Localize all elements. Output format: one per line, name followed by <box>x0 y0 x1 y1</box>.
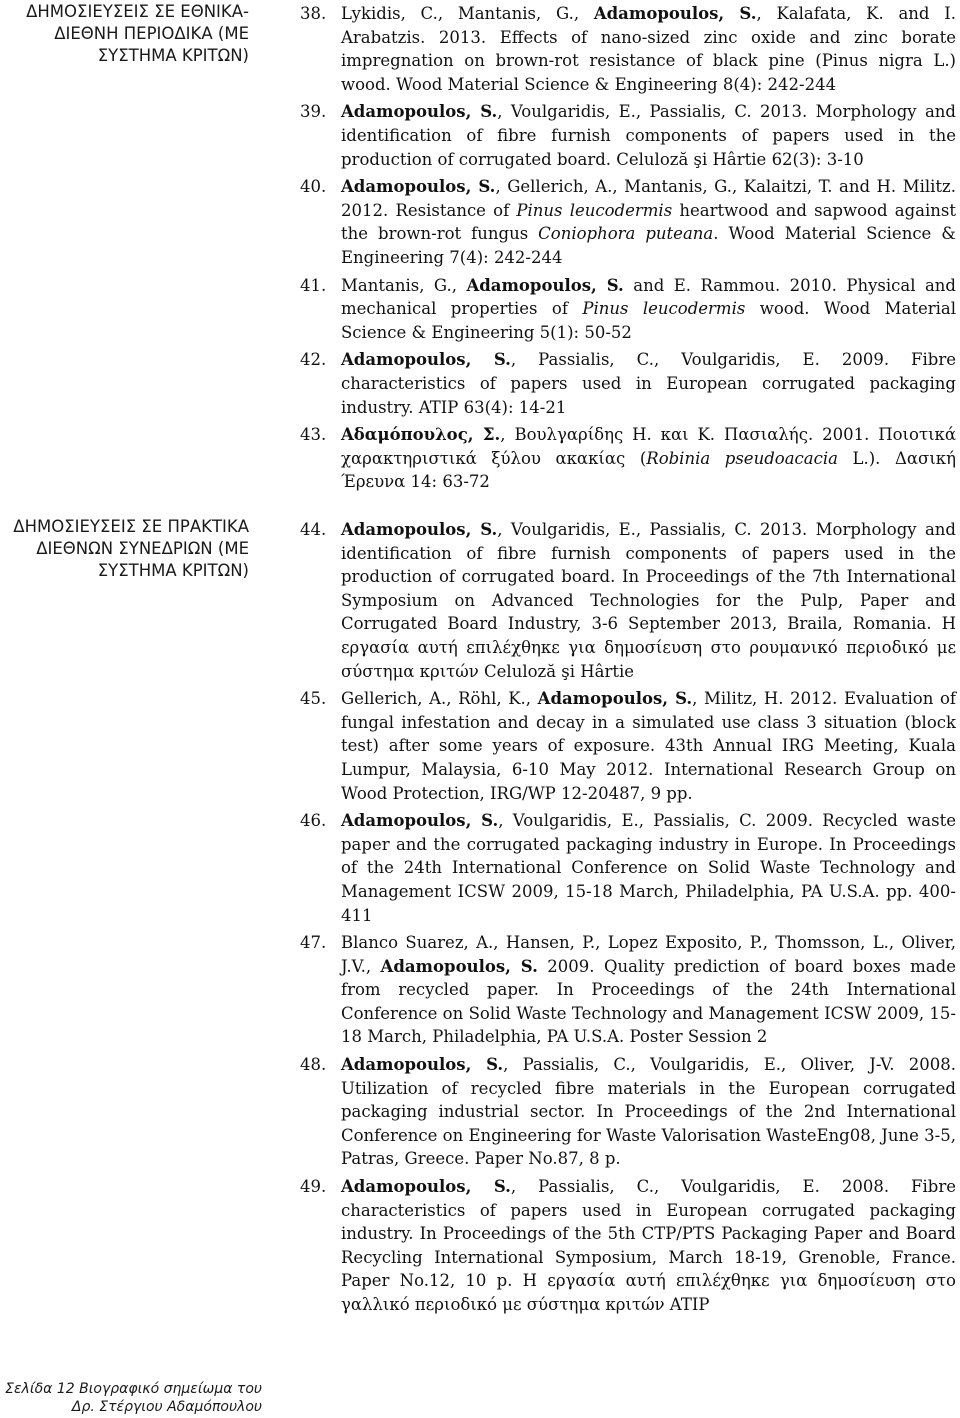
citation-text: Gellerich, A., Röhl, K., <box>341 689 538 709</box>
publication-number: 42. <box>300 350 327 370</box>
section-heading-conferences: ΔΗΜΟΣΙΕΥΣΕΙΣ ΣΕ ΠΡΑΚΤΙΚΑ ΔΙΕΘΝΩΝ ΣΥΝΕΔΡΙΩΝ (ΜΕ ΣΥΣΤΗΜΑ ΚΡΙΤΩΝ) <box>13 517 249 580</box>
citation-text: Blanco Suarez, A., Hansen, P., Lopez Exposito, P., Thomsson, L., Oliver, J.V., <box>341 933 956 976</box>
publication-number: 39. <box>300 102 327 122</box>
citation-species-name: Pinus leucodermis <box>516 200 673 220</box>
citation-text: , Gellerich, A., Mantanis, G., Kalaitzi, T. and H. Militz. 2012. Resistance of <box>341 177 956 220</box>
footer-page-label: Σελίδα 12 Βιογραφικό σημείωμα του <box>5 1381 262 1397</box>
publication-item <box>300 809 956 927</box>
citation-text: 2009. Quality prediction of board boxes made from recycled paper. In Proceedings of the 24th International Conference on Solid Waste Technology and Management ICSW 2009, 15-18 March, Philadelphia, PA U.S.A. Poster Session 2 <box>341 956 956 1047</box>
publication-item <box>300 348 956 419</box>
publication-item <box>300 2 956 96</box>
publication-citation <box>341 931 956 1049</box>
citation-text: , Voulgaridis, E., Passialis, C. 2009. Recycled waste paper and the corrugated packaging industry in Europe. In Proceedings of the 24th International Conference on Solid Waste Technology and Management ICSW 2009, 15-18 March, Philadelphia, PA U.S.A. pp. 400-411 <box>341 811 956 925</box>
citation-author-highlight: Adamopoulos, S. <box>593 4 757 23</box>
citation-author-highlight: Adamopoulos, S. <box>341 350 511 370</box>
publication-item <box>300 931 956 1049</box>
citation-author-highlight: Adamopoulos, S. <box>341 1177 511 1197</box>
publication-citation <box>341 423 956 494</box>
citation-author-highlight: Adamopoulos, S. <box>466 275 624 295</box>
publication-number: 44. <box>300 520 327 539</box>
citation-species-name: Pinus leucodermis <box>582 299 746 319</box>
publication-item <box>300 100 956 171</box>
publication-list-journals <box>300 2 956 498</box>
publication-number: 45. <box>300 689 327 709</box>
citation-text: Lykidis, C., Mantanis, G., <box>341 4 594 23</box>
citation-author-highlight: Adamopoulos, S. <box>341 1055 504 1075</box>
publication-number: 40. <box>300 177 327 197</box>
citation-author-highlight: Adamopoulos, S. <box>380 956 538 976</box>
publication-number: 47. <box>300 933 327 953</box>
publication-number: 43. <box>300 425 327 445</box>
citation-author-highlight: Adamopoulos, S. <box>537 689 693 709</box>
publication-number: 46. <box>300 811 327 831</box>
publication-citation <box>341 809 956 927</box>
publication-citation <box>341 2 956 96</box>
publication-number: 48. <box>300 1055 327 1075</box>
citation-text: , Voulgaridis, E., Passialis, C. 2013. Morphology and identification of fibre furnish components of papers used in the production of corrugated board. Celuloză şi Hârtie 62(3): 3-10 <box>341 102 956 169</box>
citation-text: , Passialis, C., Voulgaridis, E., Oliver, J-V. 2008. Utilization of recycled fibre materials in the European corrugated packaging industrial sector. In Proceedings of the 2nd International Conference on Engineering for Waste Valorisation WasteEng08, June 3-5, Patras, Greece. Paper No.87, 8 p. <box>341 1055 956 1169</box>
publication-citation <box>341 1175 956 1317</box>
publication-citation <box>341 348 956 419</box>
publication-item <box>300 518 956 683</box>
citation-author-highlight: Adamopoulos, S. <box>341 811 499 831</box>
citation-text: , Militz, H. 2012. Evaluation of fungal infestation and decay in a simulated use class 3 situation (block test) after some years of exposure. 43th Annual IRG Meeting, Kuala Lumpur, Malaysia, 6-10 May 2012. International Research Group on Wood Protection, IRG/WP 12-20487, 9 pp. <box>341 689 957 803</box>
citation-text: , Voulgaridis, E., Passialis, C. 2013. Morphology and identification of fibre furnish components of papers used in the production of corrugated board. In Proceedings of the 7th International Symposium on Advanced Technologies for the Pulp, Paper and Corrugated Board Industry, 3-6 September 2013, Braila, Romania. Η εργασία αυτή επιλέχθηκε για δημοσίευση στο ρουμανικό περιοδικό με σύστημα κριτών Celuloză şi Hârtie <box>341 520 956 681</box>
publication-number: 49. <box>300 1177 327 1197</box>
page-footer <box>0 1380 262 1416</box>
citation-text: and E. Rammou. 2010. Physical and mechanical properties of <box>341 275 956 319</box>
citation-text: heartwood and sapwood against the brown-rot fungus <box>341 200 956 244</box>
citation-author-highlight: Αδαμόπουλος, Σ. <box>341 425 501 445</box>
publication-item <box>300 423 956 494</box>
citation-author-highlight: Adamopoulos, S. <box>341 520 498 539</box>
publication-item <box>300 175 956 269</box>
citation-text: , Βουλγαρίδης Η. και Κ. Πασιαλής. 2001. Ποιοτικά χαρακτηριστικά ξύλου ακακίας ( <box>341 425 956 468</box>
publication-number: 41. <box>300 275 327 295</box>
citation-species-name: Robinia pseudoacacia <box>646 448 838 468</box>
citation-author-highlight: Adamopoulos, S. <box>341 177 496 197</box>
citation-text: . Wood Material Science & Engineering 7(4): 242-244 <box>341 224 956 267</box>
publication-item <box>300 1053 956 1171</box>
footer-author: Δρ. Στέργιου Αδαμόπουλου <box>71 1399 262 1415</box>
publication-number: 38. <box>300 4 327 23</box>
publication-item <box>300 687 956 805</box>
publication-citation <box>341 1053 956 1171</box>
publication-item <box>300 274 956 345</box>
publication-list-conferences <box>300 518 956 1321</box>
citation-text: , Kalafata, K. and I. Arabatzis. 2013. Effects of nano-sized zinc oxide and zinc borate impregnation on brown-rot resistance of black pine (Pinus nigra L.) wood. Wood Material Science & Engineering 8(4): 242-244 <box>341 4 956 94</box>
publication-citation <box>341 175 956 269</box>
citation-text: Mantanis, G., <box>341 275 467 295</box>
publication-citation <box>341 518 956 683</box>
citation-text: wood. Wood Material Science & Engineering 5(1): 50-52 <box>341 299 956 342</box>
publication-citation <box>341 687 956 805</box>
citation-species-name: Coniophora puteana <box>538 224 714 244</box>
citation-author-highlight: Adamopoulos, S. <box>341 102 498 122</box>
section-heading-journals: ΔΗΜΟΣΙΕΥΣΕΙΣ ΣΕ ΕΘΝΙΚΑ- ΔΙΕΘΝΗ ΠΕΡΙΟΔΙΚΑ (ΜΕ ΣΥΣΤΗΜΑ ΚΡΙΤΩΝ) <box>26 2 249 65</box>
publication-citation <box>341 100 956 171</box>
citation-text: , Passialis, C., Voulgaridis, E. 2008. Fibre characteristics of papers used in European corrugated packaging industry. In Proceedings of the 5th CTP/PTS Packaging Paper and Board Recycling International Symposium, March 18-19, Grenoble, France. Paper No.12, 10 p. Η εργασία αυτή επιλέχθηκε για δημοσίευση στο γαλλικό περιοδικό με σύστημα κριτών ATIP <box>341 1177 956 1314</box>
citation-text: , Passialis, C., Voulgaridis, E. 2009. Fibre characteristics of papers used in European corrugated packaging industry. ATIP 63(4): 14-21 <box>341 350 956 417</box>
publication-item <box>300 1175 956 1317</box>
citation-text: L.). Δασική Έρευνα 14: 63-72 <box>341 448 956 492</box>
publication-citation <box>341 274 956 345</box>
